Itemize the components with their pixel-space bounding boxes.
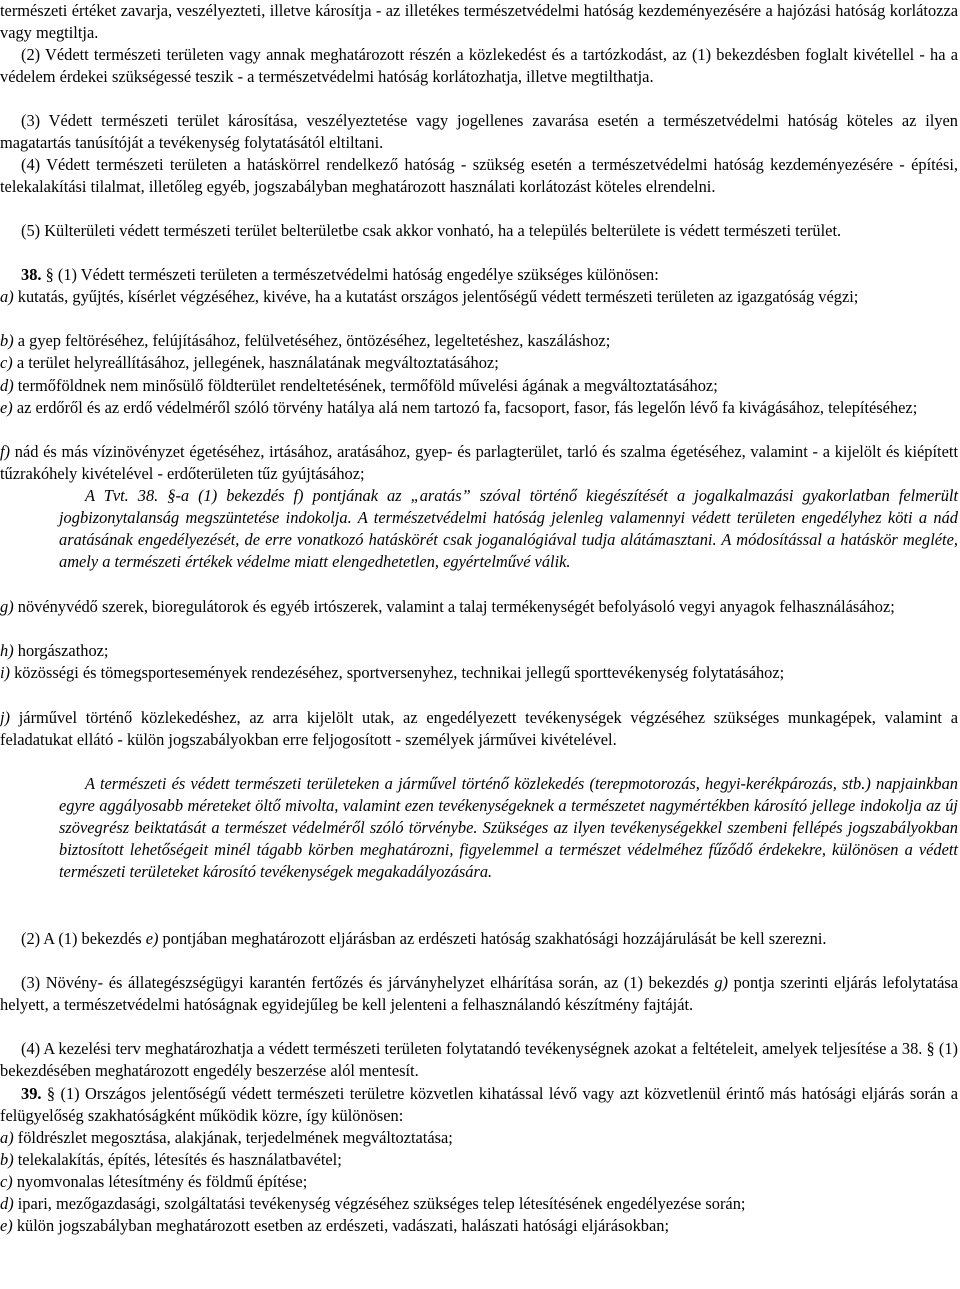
section-38-point-a <box>0 286 958 308</box>
text: horgászathoz; <box>13 641 109 660</box>
section-38-point-i <box>0 662 958 684</box>
section-number: 38. <box>21 265 42 284</box>
paragraph-37-3 <box>0 110 958 154</box>
text: természeti értéket zavarja, veszélyezteti, illetve károsítja - az illetékes természetvédelmi hatóság kezdeményezésére a hajózási hatóság korlátozza vagy megtiltja. <box>0 1 958 43</box>
explanatory-note-2 <box>59 773 958 883</box>
point-label: b) <box>0 331 14 350</box>
text: pontjában meghatározott eljárásban az erdészeti hatóság szakhatósági hozzájárulását be kell szerezni. <box>158 929 827 948</box>
point-label: e) <box>0 1216 13 1235</box>
text: járművel történő közlekedéshez, az arra kijelölt utak, az engedélyezett tevékenységek végzéséhez szükséges munkagépek, valamint a feladatukat ellátó - külön jogszabályokban erre feljogosított - személyek járművei kivételével. <box>0 708 958 750</box>
section-39-point-a <box>0 1127 958 1149</box>
text: (4) A kezelési terv meghatározhatja a védett természeti területen folytatandó tevékenységnek azokat a feltételeit, amelyek teljesítése a 38. § (1) bekezdésében meghatározott engedély beszerzése alól mentesít. <box>0 1039 958 1081</box>
text: (4) Védett természeti területen a hatáskörrel rendelkező hatóság - szükség esetén a természetvédelmi hatóság kezdeményezésére - építési, telekalakítási tilalmat, illetőleg egyéb, jogszabályban meghatározott használati korlátozást köteles elrendelni. <box>0 155 958 197</box>
section-39-point-d <box>0 1193 958 1215</box>
section-38-point-h <box>0 640 958 662</box>
paragraph-38-2 <box>0 928 958 950</box>
text: a gyep feltöréséhez, felújításához, felülvetéséhez, öntözéséhez, legeltetéshez, kaszáláshoz; <box>13 331 611 350</box>
section-39-point-e <box>0 1215 958 1237</box>
text: kutatás, gyűjtés, kísérlet végzéséhez, kivéve, ha a kutatást országos jelentőségű védett természeti területen az igazgatóság végzi; <box>13 287 859 306</box>
section-38-point-g <box>0 596 958 618</box>
point-label: e) <box>145 929 159 948</box>
text: külön jogszabályban meghatározott esetben az erdészeti, vadászati, halászati hatósági eljárásokban; <box>12 1216 670 1235</box>
point-label: i) <box>0 663 11 682</box>
point-label: a) <box>0 287 14 306</box>
section-38-point-j <box>0 707 958 751</box>
section-38-point-f <box>0 441 958 485</box>
paragraph-37-4 <box>0 154 958 198</box>
point-label: e) <box>0 398 13 417</box>
text: A természeti és védett természeti területeken a járművel történő közlekedés (terepmotorozás, hegyi-kerékpározás, stb.) napjainkban egyre aggályosabb méreteket öltő mivolta, valamint ezen tevékenységeknek a természetet nagymértékben károsító jellege indokolja az új szövegrész beiktatását a természet védelméről szóló törvénybe. Szükséges az ilyen tevékenységekkel szembeni fellépés jogszabályokban biztosított lehetőségeit minél tágabb körben meghatározni, figyelemmel a természet védelméhez fűződő érdekekre, különösen a védett természeti területeket károsító tevékenységek megakadályozására. <box>59 774 958 882</box>
section-38-point-d <box>0 375 958 397</box>
paragraph-38-3 <box>0 972 958 1016</box>
text: § (1) Védett természeti területen a természetvédelmi hatóság engedélye szükséges különösen: <box>41 265 659 284</box>
point-label: d) <box>0 1194 14 1213</box>
section-38-point-e <box>0 397 958 419</box>
text: pontja szerinti eljárás lefolytatása helyett, a természetvédelmi hatóságnak egyidejűleg be kell jelenteni a felhasználandó készítmény fajtáját. <box>0 973 958 1015</box>
point-label: a) <box>0 1128 14 1147</box>
paragraph-37-5 <box>0 220 958 242</box>
section-38-point-c <box>0 352 958 374</box>
section-number: 39. <box>21 1084 42 1103</box>
text: (2) A (1) bekezdés <box>21 929 146 948</box>
text: § (1) Országos jelentőségű védett természeti területre közvetlen kihatással lévő vagy azt közvetlenül érintő más hatósági eljárás során a felügyelőség szakhatóságként működik közre, így különösen: <box>0 1084 958 1126</box>
section-39-point-b <box>0 1149 958 1171</box>
section-39-point-c <box>0 1171 958 1193</box>
text: a terület helyreállításához, jellegének, használatának megváltoztatásához; <box>12 353 499 372</box>
text: A Tvt. 38. §-a (1) bekezdés f) pontjának az „aratás” szóval történő kiegészítését a jogalkalmazási gyakorlatban felmerült jogbizonytalanság megszüntetése indokolja. A természetvédelmi hatóság jelenleg valamennyi védett területen engedélyhez köti a nád aratásának engedélyezését, de erre vonatkozó hatáskörét csak joganalógiával tudja alátámasztani. A módosítással a hatáskör megléte, amely a természeti értékek védelme miatt elengedhetetlen, egyértelművé válik. <box>59 486 958 572</box>
text: (3) Növény- és állategészségügyi karantén fertőzés és járványhelyzet elhárítása során, az (1) bekezdés <box>21 973 715 992</box>
paragraph-continuation <box>0 0 958 44</box>
text: termőföldnek nem minősülő földterület rendeltetésének, termőföld művelési ágának a megváltoztatásához; <box>13 376 718 395</box>
explanatory-note-1 <box>59 485 958 573</box>
text: növényvédő szerek, bioregulátorok és egyéb irtószerek, valamint a talaj termékenységét befolyásoló vegyi anyagok felhasználásához; <box>13 597 895 616</box>
text: az erdőről és az erdő védelméről szóló törvény hatálya alá nem tartozó fa, facsoport, fasor, fás legelőn lévő fa kivágásához, telepítéséhez; <box>12 398 918 417</box>
point-label: g) <box>714 973 728 992</box>
text: nád és más vízinövényzet égetéséhez, irtásához, aratásához, gyep- és parlagterület, tarló és szalma égetéséhez, valamint - a kijelölt és kiépített tűzrakóhely kivételével - erdőterületen tűz gyújtásához; <box>0 442 958 484</box>
point-label: g) <box>0 597 14 616</box>
point-label: b) <box>0 1150 14 1169</box>
text: telekalakítás, építés, létesítés és használatbavétel; <box>13 1150 342 1169</box>
text: (3) Védett természeti terület károsítása, veszélyeztetése vagy jogellenes zavarása esetén a természetvédelmi hatóság köteles az ilyen magatartás tanúsítóját a tevékenység folytatásától eltiltani. <box>0 111 958 153</box>
text: földrészlet megosztása, alakjának, terjedelmének megváltoztatása; <box>13 1128 453 1147</box>
text: (2) Védett természeti területen vagy annak meghatározott részén a közlekedést és a tartózkodást, az (1) bekezdésben foglalt kivétellel - ha a védelem érdekei szükségessé teszik - a természetvédelmi hatóság korlátozhatja, illetve megtilthatja. <box>0 45 958 87</box>
paragraph-37-2 <box>0 44 958 88</box>
text: nyomvonalas létesítmény és földmű építése; <box>12 1172 308 1191</box>
point-label: f) <box>0 442 11 461</box>
point-label: d) <box>0 376 14 395</box>
point-label: h) <box>0 641 14 660</box>
text: közösségi és tömegsportesemények rendezéséhez, sportversenyhez, technikai jellegű sporttevékenység folytatásához; <box>10 663 785 682</box>
section-38-heading <box>0 264 958 286</box>
text: (5) Külterületi védett természeti terület belterületbe csak akkor vonható, ha a település belterülete is védett természeti terület. <box>21 221 842 240</box>
text: ipari, mezőgazdasági, szolgáltatási tevékenység végzéséhez szükséges telep létesítésének engedélyezése során; <box>13 1194 746 1213</box>
point-label: j) <box>0 708 11 727</box>
section-38-point-b <box>0 330 958 352</box>
point-label: c) <box>0 353 13 372</box>
point-label: c) <box>0 1172 13 1191</box>
section-39-heading <box>0 1083 958 1127</box>
paragraph-38-4 <box>0 1038 958 1082</box>
